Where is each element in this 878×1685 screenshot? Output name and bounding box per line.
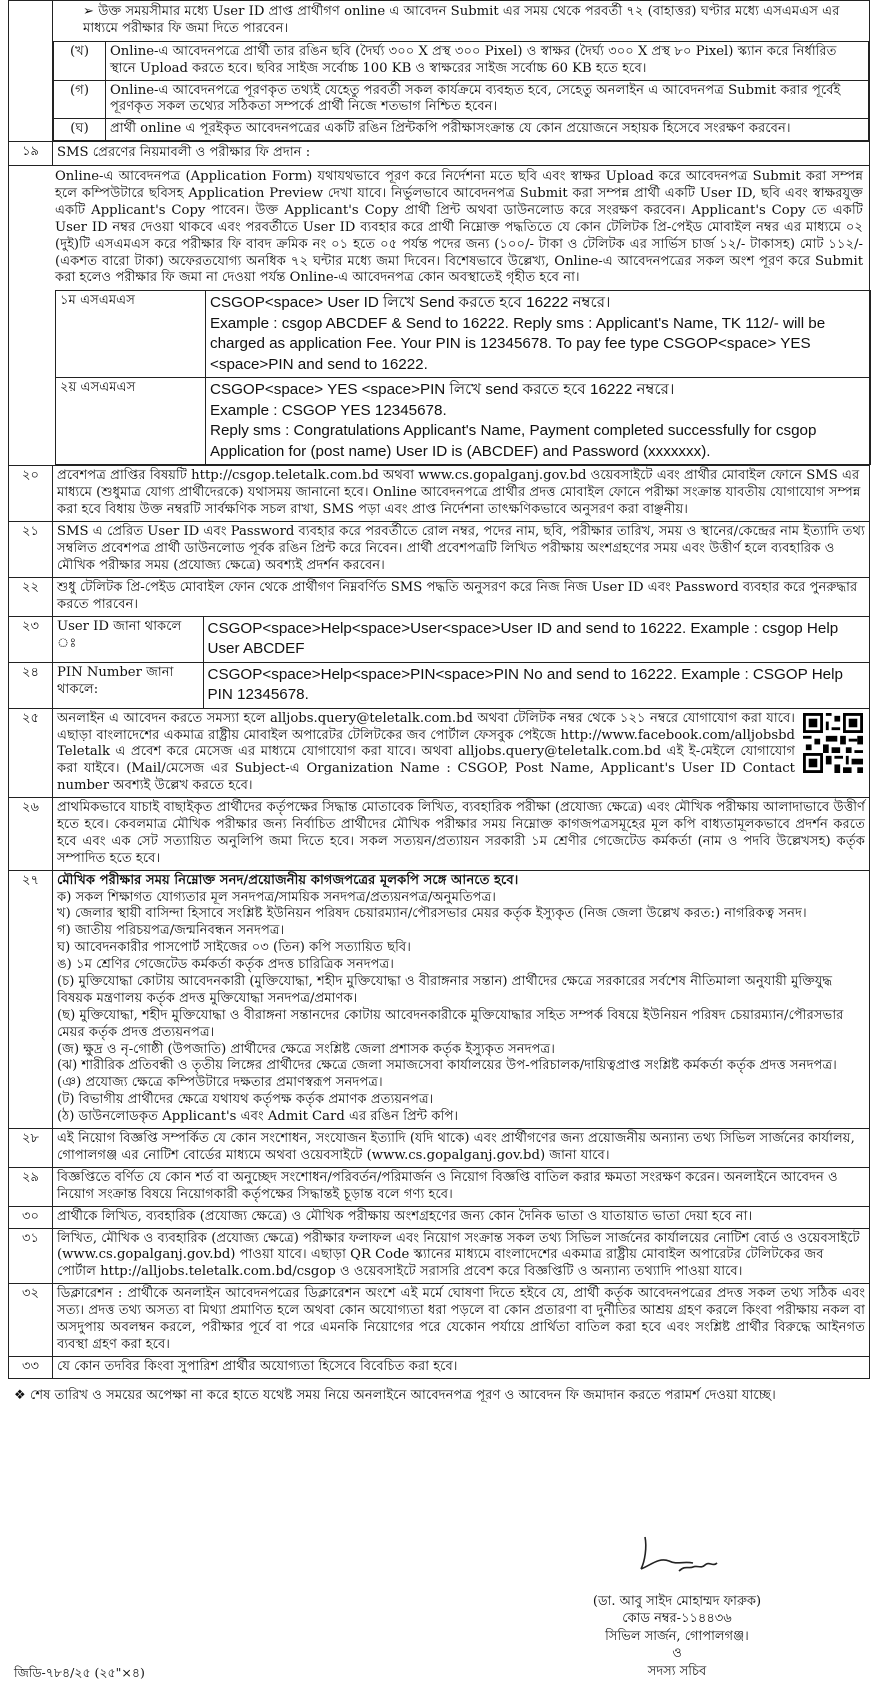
signatory-and: ও bbox=[672, 1646, 682, 1662]
sms-label: ২য় এসএমএস bbox=[56, 378, 206, 465]
row-number: ২৬ bbox=[9, 798, 53, 871]
row-text: এই নিয়োগ বিজ্ঞপ্তি সম্পর্কিত যে কোন সংশোধন, সংযোজন ইত্যাদি (যদি থাকে) এবং প্রার্থীগণের জন্য প্রয়োজনীয় অন্যান্য তথ্য সিভিল সার্জনের কার্যালয়, গোপালগঞ্জ এর নোটিশ বোর্ডের মাধ্যমে অথবা ওয়েবসাইটে (www.cs.gopalganj.gov.bd) জানা যাবে। bbox=[53, 1129, 870, 1168]
row-text: শুধু টেলিটক প্রি-পেইড মোবাইল ফোন থেকে প্রার্থীগণ নিম্নবর্ণিত SMS পদ্ধতি অনুসরণ করে নিজ নিজ User ID এবং Password ব্যবহার করে পুনরুদ্ধার করতে পারবেন। bbox=[53, 577, 870, 616]
table-row bbox=[9, 1, 870, 142]
row-number: ২৯ bbox=[9, 1167, 53, 1206]
recovery-label: PIN Number জানা থাকলে: bbox=[53, 663, 203, 708]
row-number: ২৪ bbox=[9, 662, 53, 708]
row-number: ২১ bbox=[9, 522, 53, 578]
list-item: (ঞ) প্রযোজ্য ক্ষেত্রে কম্পিউটারে দক্ষতার প্রমাণস্বরূপ সনদপত্র। bbox=[57, 1075, 383, 1091]
row-number: ৩০ bbox=[9, 1206, 53, 1228]
row-text: ➢ উক্ত সময়সীমার মধ্যে User ID প্রাপ্ত প্রার্থীগণ online এ আবেদন Submit এর সময় থেকে পরবর্তী ৭২ (বাহাত্তর) ঘণ্টার মধ্যে এসএমএস এর মাধ্যমে পরীক্ষার ফি জমা দিতে পারবেন। bbox=[83, 4, 840, 36]
row-number: ৩১ bbox=[9, 1228, 53, 1284]
sms-row bbox=[56, 291, 871, 378]
list-item: (ট) বিভাগীয় প্রার্থীদের ক্ষেত্রে যথাযথ কর্তৃপক্ষ কর্তৃক প্রমাণক প্রত্যয়নপত্র। bbox=[57, 1092, 434, 1108]
table-row bbox=[9, 1206, 870, 1228]
list-item: ঘ) আবেদনকারীর পাসপোর্ট সাইজের ০৩ (তিন) কপি সত্যায়িত ছবি। bbox=[57, 940, 411, 956]
row-text: প্রার্থীকে লিখিত, ব্যবহারিক (প্রযোজ্য ক্ষেত্রে) ও মৌখিক পরীক্ষায় অংশগ্রহণের জন্য কোন দৈনিক ভাতা ও যাতায়াত ভাতা দেয়া হবে না। bbox=[53, 1206, 870, 1228]
sub-text: Online-এ আবেদনপত্রে পূরণকৃত তথ্যই যেহেতু পরবর্তী সকল কার্যক্রমে ব্যবহৃত হবে, সেহেতু অনলাইন এ আবেদনপত্র Submit করার পূর্বেই পূরণকৃত সকল তথ্যের সঠিকতা সম্পর্কে প্রার্থী নিজে শতভাগ নিশ্চিত হবেন। bbox=[106, 80, 869, 119]
row-number: ২৮ bbox=[9, 1129, 53, 1168]
row-text: প্রবেশপত্র প্রাপ্তির বিষয়টি http://csgop.teletalk.com.bd অথবা www.cs.gopalganj.gov.bd ওয়েবসাইটে এবং প্রার্থীর মোবাইল ফোনে SMS এর মাধ্যমে (শুধুমাত্র যোগ্য প্রার্থীদেরকে) যথাসময় জানানো হবে। Online আবেদনপত্রে প্রার্থীর প্রদত্ত মোবাইল ফোনে পরীক্ষা সংক্রান্ত যাবতীয় যোগাযোগ সম্পন্ন করা হবে বিধায় উক্ত নম্বরটি সার্বক্ষণিক সচল রাখা, SMS পড়া এবং প্রাপ্ত নির্দেশনা তাৎক্ষণিকভাবে অনুসরণ করা বাঞ্ছনীয়। bbox=[53, 466, 870, 522]
row-number: ৩৩ bbox=[9, 1356, 53, 1378]
table-row bbox=[9, 870, 870, 1128]
row-heading: SMS প্রেরণের নিয়মাবলী ও পরীক্ষার ফি প্রদান : bbox=[57, 145, 311, 161]
list-item: (ঠ) ডাউনলোডকৃত Applicant's এবং Admit Card এর রঙিন প্রিন্ট কপি। bbox=[57, 1109, 459, 1125]
instructions-table bbox=[8, 0, 870, 1379]
sub-row bbox=[54, 80, 869, 119]
sub-text: প্রার্থী online এ পূরইকৃত আবেদনপত্রের একটি রঙিন প্রিন্টকপি পরীক্ষাসংক্রান্ত যে কোন প্রয়োজনে সহায়ক হিসেবে সংরক্ষণ করবেন। bbox=[106, 119, 869, 141]
row-number: ২৭ bbox=[9, 870, 53, 1128]
list-item: (ঝ) শারীরিক প্রতিবন্ধী ও তৃতীয় লিঙ্গের প্রার্থীদের ক্ষেত্রে জেলা সমাজসেবা কার্যালয়ের উপ-পরিচালক/দায়িত্বপ্রাপ্ত সংশ্লিষ্ট কর্মকর্তা কর্তৃক প্রদত্ত সনদপত্র। bbox=[57, 1058, 837, 1074]
sms-table bbox=[55, 290, 871, 465]
table-row bbox=[9, 577, 870, 616]
row-number: ২৩ bbox=[9, 616, 53, 662]
sms-line: CSGOP<space> User ID লিখে Send করতে হবে 16222 নম্বরে। bbox=[210, 294, 611, 312]
row-text: অনলাইন এ আবেদন করতে সমস্যা হলে alljobs.query@teletalk.com.bd অথবা টেলিটক নম্বর থেকে ১২১ নম্বরে যোগাযোগ করা যাবে। এছাড়া বাংলাদেশের একমাত্র রাষ্ট্রীয় মোবাইল অপারেটর টেলিটকের জব পোর্টাল ফেসবুক পেইজে http://www.facebook.com/alljobsbd Teletalk এ প্রবেশ করে মেসেজ এর মাধ্যমে যোগাযোগ করা যাবে। অথবা alljobs.query@teletalk.com.bd এই ই-মেইলে যোগাযোগ করা যাইবে। (Mail/মেসেজ এর Subject-এ Organization Name : CSGOP, Post Name, Applicant's User ID Contact number অবশ্যই উল্লেখ করতে হবে। bbox=[57, 710, 795, 794]
signatory-title: সিভিল সার্জন, গোপালগঞ্জ। bbox=[605, 1628, 749, 1644]
row-number bbox=[9, 1, 53, 142]
table-row bbox=[9, 1129, 870, 1168]
row-text: বিজ্ঞপ্তিতে বর্ণিত যে কোন শর্ত বা অনুচ্ছেদ সংশোধন/পরিবর্তন/পরিমার্জন ও নিয়োগ বিজ্ঞপ্তি বাতিল করার ক্ষমতা সংরক্ষণ করেন। অনলাইনে আবেদন ও নিয়োগ সংক্রান্ত বিষয়ে নিয়োগকারী কর্তৃপক্ষের সিদ্ধান্তই চূড়ান্ত বলে গণ্য হবে। bbox=[53, 1167, 870, 1206]
sms-line: Reply sms : Congratulations Applicant's Name, Payment completed successfully for csgop Application for (post name) User ID is (ABCDEF) and Password (xxxxxxx). bbox=[210, 422, 817, 460]
row-number: ২২ bbox=[9, 577, 53, 616]
list-item: ক) সকল শিক্ষাগত যোগ্যতার মূল সনদপত্র/সাময়িক সনদপত্র/প্রত্যয়নপত্র/অনুমতিপত্র। bbox=[57, 889, 497, 905]
list-item: ঙ) ১ম শ্রেণির গেজেটেড কর্মকর্তা কর্তৃক প্রদত্ত চারিত্রিক সনদপত্র। bbox=[57, 957, 395, 973]
row-number: ৩২ bbox=[9, 1284, 53, 1357]
sub-key: (গ) bbox=[54, 80, 106, 119]
table-row bbox=[9, 1284, 870, 1357]
signature-mark-icon bbox=[617, 1527, 737, 1587]
sms-label: ১ম এসএমএস bbox=[56, 291, 206, 378]
advice-note: ❖ শেষ তারিখ ও সময়ের অপেক্ষা না করে হাতে যথেষ্ট সময় নিয়ে অনলাইনে আবেদনপত্র পূরণ ও আবেদন ফি জমাদান করতে পরামর্শ দেওয়া যাচ্ছে। bbox=[14, 1387, 776, 1403]
row-number: ২০ bbox=[9, 466, 53, 522]
recovery-text: CSGOP<space>Help<space>User<space>User ID and send to 16222. Example : csgop Help User ABCDEF bbox=[207, 619, 839, 658]
row-text: SMS এ প্রেরিত User ID এবং Password ব্যবহার করে পরবর্তীতে রোল নম্বর, পদের নাম, ছবি, পরীক্ষার তারিখ, সময় ও স্থানের/কেন্দ্রের নাম ইত্যাদি তথ্য সম্বলিত প্রবেশপত্র প্রার্থী ডাউনলোড পূর্বক রঙিন প্রিন্ট করে নিবেন। প্রার্থী প্রবেশপত্রটি লিখিত পরীক্ষায় অংশগ্রহণের সময় এবং উত্তীর্ণ হলে ব্যবহারিক ও মৌখিক পরীক্ষার সময় (প্রযোজ্য ক্ষেত্রে) অবশ্যই প্রদর্শন করবেন। bbox=[53, 522, 870, 578]
sub-key: (ঘ) bbox=[54, 119, 106, 141]
list-item: গ) জাতীয় পরিচয়পত্র/জন্মনিবন্ধন সনদপত্র। bbox=[57, 923, 285, 939]
row-heading: মৌখিক পরীক্ষার সময় নিম্নোক্ত সনদ/প্রয়োজনীয় কাগজপত্রের মূলকপি সঙ্গে আনতে হবে। bbox=[57, 872, 519, 888]
row-number: ২৫ bbox=[9, 708, 53, 797]
signature-block bbox=[562, 1527, 792, 1680]
recovery-label: User ID জানা থাকলে ঃ bbox=[53, 617, 203, 662]
list-item: (ছ) মুক্তিযোদ্ধা, শহীদ মুক্তিযোদ্ধা ও বীরাঙ্গনা সন্তানদের কোটায় আবেদনকারীকে মুক্তিযোদ্ধার সহিত সম্পর্ক বিষয়ে ইউনিয়ন পরিষদ চেয়ারম্যান/পৌরসভার মেয়র কর্তৃক প্রদত্ত প্রত্যয়নপত্র। bbox=[57, 1007, 844, 1040]
sub-key: (খ) bbox=[54, 41, 106, 80]
table-row bbox=[9, 1167, 870, 1206]
table-row bbox=[9, 1356, 870, 1378]
sms-line: Example : csgop ABCDEF & Send to 16222. Reply sms : Applicant's Name, TK 112/- will be charged as application Fee. Your PIN is 12345678. To pay fee type CSGOP<space> YES <space>PIN and send to 16222. bbox=[210, 314, 826, 373]
list-item: (চ) মুক্তিযোদ্ধা কোটায় আবেদনকারী (মুক্তিযোদ্ধা, শহীদ মুক্তিযোদ্ধা ও বীরাঙ্গনার সন্তান) প্রার্থীদের ক্ষেত্রে সরকারের সর্বশেষ নীতিমালা অনুযায়ী মুক্তিযুদ্ধ বিষয়ক মন্ত্রণালয় কর্তৃক প্রদত্ত মুক্তিযোদ্ধা সনদপত্র/প্রমাণক। bbox=[57, 974, 833, 1006]
sms-line: CSGOP<space> YES <space>PIN লিখে send করতে হবে 16222 নম্বরে। bbox=[210, 381, 675, 399]
table-row bbox=[9, 798, 870, 871]
recovery-text: CSGOP<space>Help<space>PIN<space>PIN No and send to 16222. Example : CSGOP Help PIN 12345678. bbox=[207, 665, 843, 704]
row-text: যে কোন তদবির কিংবা সুপারিশ প্রার্থীর অযোগ্যতা হিসেবে বিবেচিত করা হবে। bbox=[53, 1356, 870, 1378]
sub-text: Online-এ আবেদনপত্রে প্রার্থী তার রঙিন ছবি (দৈর্ঘ্য ৩০০ X প্রস্থ ৩০০ Pixel) ও স্বাক্ষর (দৈর্ঘ্য ৩০০ X প্রস্থ ৮০ Pixel) স্ক্যান করে নির্ধারিত স্থানে Upload করতে হবে। ছবির সাইজ সর্বোচ্চ 100 KB ও স্বাক্ষরের সাইজ সর্বোচ্চ 60 KB হতে হবে। bbox=[106, 41, 869, 80]
row-text: Online-এ আবেদনপত্র (Application Form) যথাযথভাবে পূরণ করে নির্দেশনা মতে ছবি এবং স্বাক্ষর Upload করে আবেদনপত্র Submit করা সম্পন্ন হলে কম্পিউটারে ছবিসহ Application Preview দেখা যাবে। নির্ভুলভাবে আবেদনপত্র Submit করা সম্পন্ন প্রার্থী একটি User ID, ছবি এবং স্বাক্ষরযুক্ত একটি Applicant's Copy পাবেন। উক্ত Applicant's Copy প্রার্থী প্রিন্ট অথবা ডাউনলোড করে সংরক্ষণ করবেন। Applicant's Copy তে একটি User ID নম্বর দেওয়া থাকবে এবং পরবর্তীতে User ID ব্যবহার করে প্রার্থী নিম্নোক্ত পদ্ধতিতে যে কোন টেলিটক প্রি-পেইড মোবাইল নম্বর এর মাধ্যমে ০২ (দুই)টি এসএমএস করে পরীক্ষার ফি বাবদ ক্রমিক নং ০১ হতে ০৫ পর্যন্ত পদের জন্য (১০০/- টাকা ও টেলিটক এর সার্ভিস চার্জ ১২/- টাকাসহ) মোট ১১২/- (একশত বারো টাকা) অফেরতযোগ্য অনধিক ৭২ ঘন্টার মধ্যে জমা দিবেন। বিশেষভাবে উল্লেখ্য, Online-এ আবেদনপত্রের সকল অংশ পূরণ করে Submit করা হলেও পরীক্ষার ফি জমা না দেওয়া পর্যন্ত Online-এ আবেদনপত্র কোন অবস্থাতেই গৃহীত হবে না। bbox=[55, 169, 863, 286]
list-item: (জ) ক্ষুদ্র ও নৃ-গোষ্ঠী (উপজাতি) প্রার্থীদের ক্ষেত্রে সংশ্লিষ্ট জেলা প্রশাসক কর্তৃক ইস্যুকৃত সনদপত্র। bbox=[57, 1041, 555, 1057]
row-text: ডিক্লারেশন : প্রার্থীকে অনলাইন আবেদনপত্রের ডিক্লারেশন অংশে এই মর্মে ঘোষণা দিতে হইবে যে, প্রার্থী কর্তৃক আবেদনপত্রের প্রদত্ত সকল তথ্য সঠিক এবং সত্য। প্রদত্ত তথ্য অসত্য বা মিথ্যা প্রমাণিত হলে অথবা কোন অযোগ্যতা ধরা পড়লে বা কোন প্রতারণা বা দুর্নীতির আশ্রয় গ্রহণ করলে কিংবা পরীক্ষায় নকল বা অসদুপায় অবলম্বন করলে, পরীক্ষার পূর্বে বা পরে এমনকি নিয়োগের পরে যেকোন পর্যায়ে প্রার্থিতা বাতিল করা হবে এবং সংশ্লিষ্ট প্রার্থীর বিরুদ্ধে আইনগত ব্যবস্থা গ্রহণ করা হবে। bbox=[53, 1284, 870, 1357]
signatory-name: (ডা. আবু সাইদ মোহাম্মদ ফারুক) bbox=[592, 1593, 762, 1609]
signatory-code: কোড নম্বর-১১৪৪৩৬ bbox=[622, 1611, 732, 1627]
sub-row bbox=[54, 119, 869, 141]
table-row bbox=[9, 616, 870, 662]
table-row bbox=[9, 708, 870, 797]
qr-code-icon[interactable] bbox=[803, 713, 863, 773]
table-row bbox=[9, 142, 870, 166]
memo-number: জিডি-৭৮৪/২৫ (২৫"×৪) bbox=[14, 1665, 145, 1680]
document-page bbox=[8, 0, 870, 1407]
sub-table bbox=[53, 41, 869, 141]
sms-line: Example : CSGOP YES 12345678. bbox=[210, 401, 447, 419]
sms-row bbox=[56, 378, 871, 465]
table-row bbox=[9, 662, 870, 708]
sub-row bbox=[54, 41, 869, 80]
row-number: ১৯ bbox=[9, 142, 53, 166]
signatory-role: সদস্য সচিব bbox=[647, 1663, 707, 1679]
table-row bbox=[9, 1228, 870, 1284]
table-row bbox=[9, 466, 870, 522]
row-text: লিখিত, মৌখিক ও ব্যবহারিক (প্রযোজ্য ক্ষেত্রে) পরীক্ষার ফলাফল এবং নিয়োগ সংক্রান্ত সকল তথ্য সিভিল সার্জনের কার্যালয়ের নোটিশ বোর্ড ও ওয়েবসাইটে (www.cs.gopalganj.gov.bd) পাওয়া যাবে। এছাড়া QR Code স্ক্যানের মাধ্যমে বাংলাদেশের একমাত্র রাষ্ট্রীয় মোবাইল অপারেটর টেলিটকের জব পোর্টাল http://alljobs.teletalk.com.bd/csgop ও ওয়েবসাইটে সরাসরি প্রবেশ করে বিজ্ঞপ্তিটি ও অন্যান্য তথ্যাদি পাওয়া যাবে। bbox=[53, 1228, 870, 1284]
table-row bbox=[9, 522, 870, 578]
list-item: খ) জেলার স্থায়ী বাসিন্দা হিসাবে সংশ্লিষ্ট ইউনিয়ন পরিষদ চেয়ারম্যান/পৌরসভার মেয়র কর্তৃক ইস্যুকৃত (নিজ জেলা উল্লেখ করত:) নাগরিকত্ব সনদ। bbox=[57, 906, 807, 922]
table-row bbox=[9, 166, 870, 466]
row-text: প্রাথমিকভাবে যাচাই বাছাইকৃত প্রার্থীদের কর্তৃপক্ষের সিদ্ধান্ত মোতাবেক লিখিত, ব্যবহারিক পরীক্ষা (প্রযোজ্য ক্ষেত্রে) এবং মৌখিক পরীক্ষায় আলাদাভাবে উত্তীর্ণ হতে হবে। কেবলমাত্র মৌখিক পরীক্ষার জন্য নির্বাচিত প্রার্থীদের মৌখিক পরীক্ষার সময় নিম্নোক্ত কাগজপত্রসমূহের মূল কপি বাধ্যতামূলকভাবে প্রদর্শন করতে হবে এবং এক সেট সত্যায়িত অনুলিপি জমা দিতে হবে। সকল সত্যয়ন/প্রত্যায়ন সরকারী ১ম শ্রেণীর গেজেটেড কর্মকর্তা (নাম ও পদবি উল্লেখসহ) কর্তৃক সম্পাদিত হতে হবে। bbox=[53, 798, 870, 871]
